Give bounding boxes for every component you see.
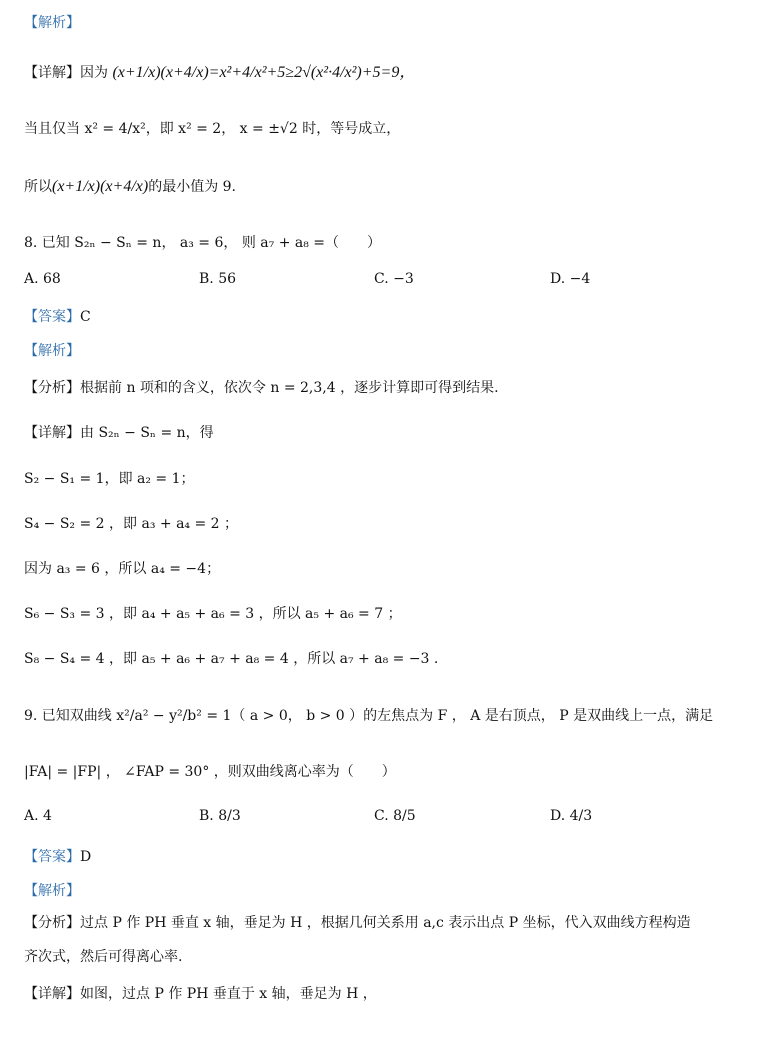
q9-option-d: D. 4/3 <box>550 808 593 824</box>
detail-tag: 【详解】 <box>24 65 80 81</box>
equality-condition: 当且仅当 x² = 4/x²，即 x² = 2， x = ±√2 时，等号成立， <box>24 121 401 137</box>
q8-step-2: S₄ − S₂ = 2 ，即 a₃ + a₄ = 2 ； <box>24 516 239 532</box>
product-expression: (x+1/x)(x+4/x) <box>52 178 149 195</box>
q8-step-4: S₆ − S₃ = 3 ，即 a₄ + a₅ + a₆ = 3 ，所以 a₅ + a₆ = 7 ； <box>24 606 402 622</box>
q8-detail: 【详解】由 S₂ₙ − Sₙ = n，得 <box>24 425 214 441</box>
q8-analysis-tag: 【解析】 <box>24 343 80 359</box>
q9-detail: 【详解】如图，过点 P 作 PH 垂直于 x 轴，垂足为 H ， <box>24 986 377 1002</box>
q9-stem-line-2: |FA| = |FP| ， ∠FAP = 30° ，则双曲线离心率为（ ） <box>24 764 396 780</box>
inequality-chain: (x+1/x)(x+4/x)=x²+4/x²+5≥2√(x²·4/x²)+5=9， <box>112 64 416 81</box>
because-text: 因为 <box>80 65 108 81</box>
q8-option-a: A. 68 <box>24 271 61 287</box>
q9-option-a: A. 4 <box>24 808 52 824</box>
q8-option-c: C. −3 <box>374 271 414 287</box>
q9-fenxi-line-2: 齐次式，然后可得离心率. <box>24 949 183 965</box>
q9-fenxi-line-1: 【分析】过点 P 作 PH 垂直 x 轴，垂足为 H ，根据几何关系用 a,c 表示出点 P 坐标，代入双曲线方程构造 <box>24 915 691 931</box>
q8-answer: 【答案】C <box>24 309 91 325</box>
q8-fenxi: 【分析】根据前 n 项和的含义，依次令 n = 2,3,4 ，逐步计算即可得到结果. <box>24 380 499 396</box>
q8-option-b: B. 56 <box>199 271 237 287</box>
q9-stem-line-1: 9. 已知双曲线 x²/a² − y²/b² = 1（ a > 0， b > 0 ）的左焦点为 F ， A 是右顶点， P 是双曲线上一点，满足 <box>24 708 714 724</box>
q9-option-b: B. 8/3 <box>199 808 241 824</box>
analysis-tag: 【解析】 <box>24 15 80 31</box>
q8-step-5: S₈ − S₄ = 4 ，即 a₅ + a₆ + a₇ + a₈ = 4 ，所以 a₇ + a₈ = −3 . <box>24 651 439 667</box>
q8-step-1: S₂ − S₁ = 1，即 a₂ = 1； <box>24 471 195 487</box>
q8-option-d: D. −4 <box>550 271 591 287</box>
min-value-conclusion: 所以(x+1/x)(x+4/x)的最小值为 9. <box>24 178 237 195</box>
q8-options <box>24 271 724 293</box>
detail-paragraph-1 <box>24 62 735 84</box>
q9-options <box>24 808 724 830</box>
q9-analysis-tag: 【解析】 <box>24 883 80 899</box>
q8-step-3: 因为 a₃ = 6 ，所以 a₄ = −4； <box>24 561 221 577</box>
q9-option-c: C. 8/5 <box>374 808 416 824</box>
q9-answer: 【答案】D <box>24 849 92 865</box>
q8-stem: 8. 已知 S₂ₙ − Sₙ = n， a₃ = 6， 则 a₇ + a₈ =（ ） <box>24 235 382 251</box>
